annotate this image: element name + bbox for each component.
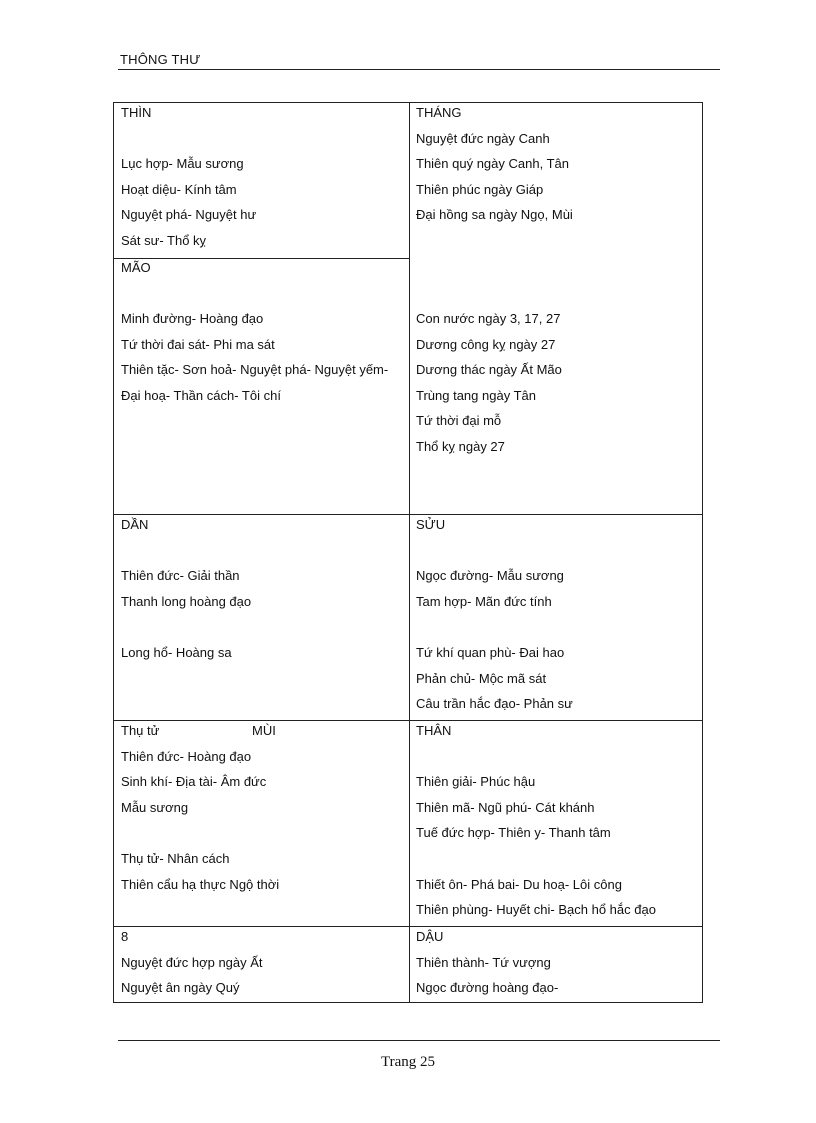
mui-header-left: Thụ tử xyxy=(121,723,160,738)
cell-line: Sát sư- Thổ kỵ xyxy=(121,233,207,248)
cell-line: Thiên đức- Giải thần xyxy=(121,568,240,584)
cell-line: Thiên giải- Phúc hậu xyxy=(416,774,536,790)
cell-line: THÌN xyxy=(121,105,152,120)
cell-line: Thiên tặc- Sơn hoả- Nguyệt phá- Nguyệt yếm- xyxy=(121,362,389,378)
cell-line: Thiên thành- Tứ vượng xyxy=(416,954,551,970)
cell-line: Tứ thời đại mỗ xyxy=(416,413,502,429)
cell-line: Sinh khí- Địa tài- Âm đức xyxy=(121,774,267,790)
cell-line: Long hổ- Hoàng sa xyxy=(121,645,232,660)
cell-line: MÃO xyxy=(121,260,151,275)
cell-line: Con nước ngày 3, 17, 27 xyxy=(416,311,561,326)
cell-line: Câu trần hắc đạo- Phản sư xyxy=(416,696,573,712)
cell-line: Minh đường- Hoàng đạo xyxy=(121,311,264,327)
cell-line: Thiên phùng- Huyết chi- Bạch hổ hắc đạo xyxy=(416,902,656,918)
cell-line: Tam hợp- Mãn đức tính xyxy=(416,593,552,609)
cell-line: Nguyệt ân ngày Quý xyxy=(121,980,240,996)
cell-line: THÁNG xyxy=(416,105,462,120)
cell-line: Thiên cẩu hạ thực Ngộ thời xyxy=(121,876,280,892)
cell-line: Phản chủ- Mộc mã sát xyxy=(416,670,547,686)
cell-line: Thiên phúc ngày Giáp xyxy=(416,181,544,197)
column-divider xyxy=(409,103,410,1002)
row-divider xyxy=(114,514,702,515)
cell-line: Dương công kỵ ngày 27 xyxy=(416,336,556,352)
cell-line: Nguyệt đức ngày Canh xyxy=(416,130,550,146)
cell-line: Thiên đức- Hoàng đạo xyxy=(121,748,252,764)
mui-header-right: MÙI xyxy=(252,723,276,738)
row-divider xyxy=(114,258,409,259)
cell-line: Tứ thời đai sát- Phi ma sát xyxy=(121,336,275,352)
cell-line: Nguyệt đức hợp ngày Ất xyxy=(121,954,263,970)
cell-line: Thanh long hoàng đạo xyxy=(121,593,252,609)
cell-line: DẬU xyxy=(416,929,444,944)
cell-line: Ngọc đường hoàng đạo- xyxy=(416,980,559,996)
cell-line: SỬU xyxy=(416,517,446,532)
cell-line: Lục hợp- Mẫu sương xyxy=(121,156,244,172)
cell-line: Nguyệt phá- Nguyệt hư xyxy=(121,207,257,223)
cell-line: Thụ tử- Nhân cách xyxy=(121,851,230,866)
cell-line: DẦN xyxy=(121,517,149,532)
header-rule xyxy=(118,69,720,70)
cell-line: THÂN xyxy=(416,723,452,738)
cell-line: Mẫu sương xyxy=(121,799,189,815)
almanac-table xyxy=(113,102,703,1003)
header-title: THÔNG THƯ xyxy=(120,52,201,67)
cell-line: Đại hồng sa ngày Ngọ, Mùi xyxy=(416,207,573,223)
cell-line: Thiết ôn- Phá bai- Du hoạ- Lôi công xyxy=(416,876,622,892)
cell-line: Thiên mã- Ngũ phú- Cát khánh xyxy=(416,799,595,815)
row-divider xyxy=(114,720,702,721)
cell-line: Hoạt diệu- Kính tâm xyxy=(121,181,237,197)
cell-line: Thổ kỵ ngày 27 xyxy=(416,439,505,454)
cell-line: Dương thác ngày Ất Mão xyxy=(416,362,562,378)
cell-line: Tuế đức hợp- Thiên y- Thanh tâm xyxy=(416,825,611,841)
cell-line: 8 xyxy=(121,929,129,944)
cell-line: Trùng tang ngày Tân xyxy=(416,387,536,403)
cell-line: Ngọc đường- Mẫu sương xyxy=(416,568,564,584)
footer-rule xyxy=(118,1040,720,1041)
page-number: Trang 25 xyxy=(380,1054,436,1070)
cell-line: Đại hoạ- Thần cách- Tôi chí xyxy=(121,388,281,403)
cell-line: Thiên quý ngày Canh, Tân xyxy=(416,156,569,172)
cell-line: Tứ khí quan phù- Đai hao xyxy=(416,645,565,660)
row-divider xyxy=(114,926,702,927)
